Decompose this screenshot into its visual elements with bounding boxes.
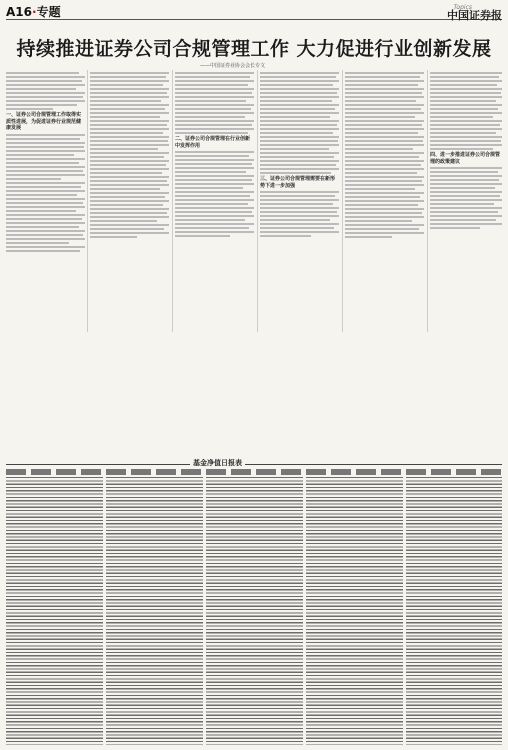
article-byline: ——中国证券业协会会长专文: [200, 63, 266, 69]
article-column-3: [175, 70, 254, 239]
table-title: 基金净值日报表: [190, 458, 245, 468]
article-column-5: [345, 70, 424, 240]
subhead-2: 二、证券公司合规管理在行业创新中发挥作用: [175, 136, 251, 149]
fund-nav-table: [6, 464, 502, 747]
table-header-row: [6, 469, 502, 475]
masthead: 中国证券报: [447, 9, 502, 22]
subhead-1: 一、证券公司合规管理工作取得实质性进展，为促进证券行业规范健康发展: [6, 112, 82, 131]
article-column-4: [260, 70, 339, 239]
table-column-gutters: [6, 477, 502, 745]
article-column-1: [6, 70, 85, 254]
article-column-6: [430, 70, 502, 231]
article-column-2: [90, 70, 169, 240]
article-title: 持续推进证券公司合规管理工作 大力促进行业创新发展: [16, 38, 492, 60]
subhead-3: 三、证券公司合规管理需要在新形势下进一步加强: [260, 176, 336, 189]
section-code: A16·专题: [6, 5, 61, 19]
page-header: [6, 3, 502, 20]
subhead-4: 四、进一步推进证券公司合规管理的政策建议: [430, 152, 501, 165]
topics-label: Topics: [453, 4, 472, 11]
